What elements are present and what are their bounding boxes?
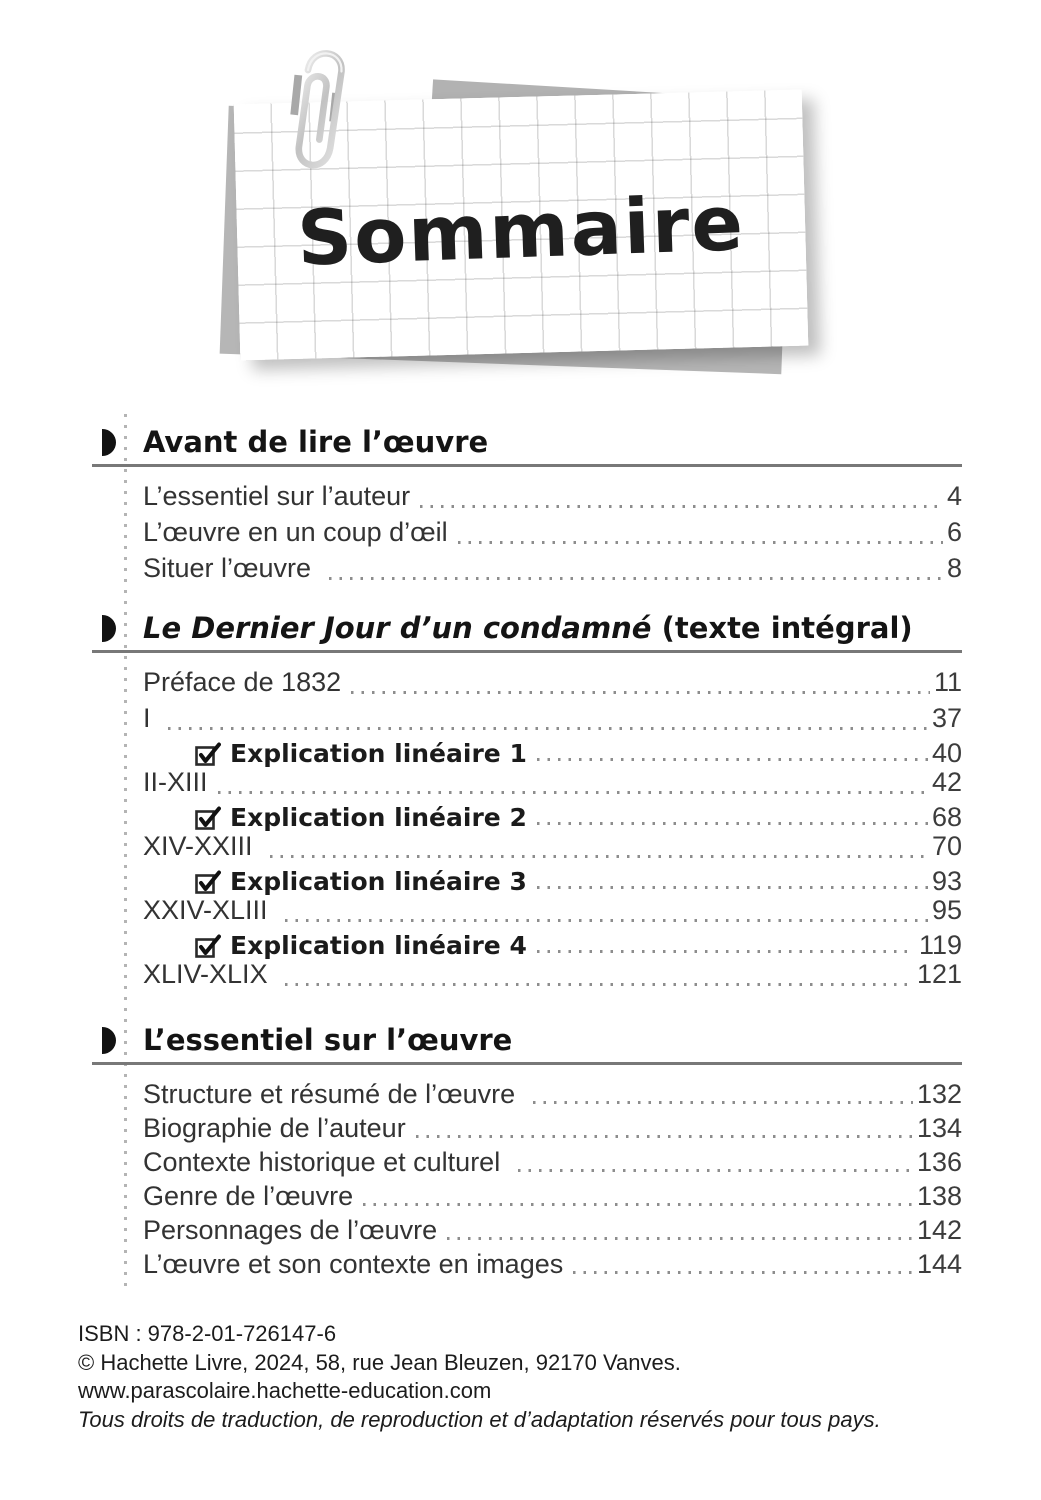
checked-checkbox-icon [195,806,221,832]
toc-row [143,831,962,867]
toc-row [143,553,962,589]
toc-row [143,1249,962,1283]
toc-entry-label: Structure et résumé de l’œuvre [143,1079,523,1109]
toc-row [143,1113,962,1147]
toc-entry-label: XXIV-XLIII [143,895,276,925]
dot-leader [573,1271,913,1274]
dot-leader [351,691,930,694]
toc-page-number: 136 [916,1147,962,1177]
toc-entry-label: Biographie de l’auteur [143,1113,406,1143]
dot-leader [537,822,928,825]
toc-page-number: 119 [918,929,962,960]
toc-row [143,959,962,995]
toc-page-number: 142 [916,1215,962,1245]
toc-entry-label: I [143,703,159,733]
dot-leader [537,758,928,761]
header-note [0,0,1041,400]
heading-italic-part: Le Dernier Jour d’un condamné [143,611,652,645]
dot-leader [168,727,928,730]
dot-leader [363,1203,913,1206]
toc-row [195,931,962,959]
toc-entry-label: Genre de l’œuvre [143,1181,354,1211]
heading-plain-part: (texte intégral) [651,611,913,645]
toc-entry-label: Explication linéaire 1 [230,738,527,768]
dot-leader [329,577,943,580]
dot-leader [533,1101,913,1104]
toc-row [143,1079,962,1113]
dot-leader [420,505,943,508]
toc-page-number: 93 [931,865,962,896]
half-disc-bullet-icon [102,429,116,456]
toc-row [143,703,962,739]
toc-page-number: 134 [916,1113,962,1143]
checked-checkbox-icon [195,870,221,896]
half-disc-bullet-icon [102,615,116,642]
toc-entry-label: II-XIII [143,767,208,797]
section-heading [92,608,962,648]
toc-page-number: 4 [946,481,962,511]
toc-page-number: 8 [946,553,962,583]
dot-leader [416,1135,913,1138]
section-heading [92,1020,962,1060]
copyright-line: © Hachette Livre, 2024, 58, rue Jean Bleuzen, 92170 Vanves. [78,1349,681,1375]
dot-leader [447,1237,913,1240]
toc-entry-label: XLIV-XLIX [143,959,276,989]
dot-leader [285,919,928,922]
toc-page-number: 68 [931,801,962,832]
toc-entry-label: Situer l’œuvre [143,553,319,583]
dot-leader [270,855,928,858]
toc-page-number: 95 [931,895,962,925]
toc-entry-label: Explication linéaire 2 [230,802,527,832]
toc-page-number: 42 [931,767,962,797]
section-rule [92,1062,962,1065]
heading-plain-part: Avant de lire l’œuvre [143,425,489,459]
toc-entry-label: Contexte historique et culturel [143,1147,508,1177]
heading-plain-part: L’essentiel sur l’œuvre [143,1023,513,1057]
toc-row [143,767,962,803]
toc-entry-label: XIV-XXIII [143,831,261,861]
section-rule [92,464,962,467]
rights-line: Tous droits de traduction, de reproduction et d’adaptation réservés pour tous pays. [78,1406,881,1432]
toc-page-number: 40 [931,737,962,768]
dot-leader [537,950,915,953]
toc-row [143,667,962,703]
toc-row [143,1181,962,1215]
toc-page-number: 37 [931,703,962,733]
toc-section [92,422,962,589]
checked-checkbox-icon [195,934,221,960]
toc-entry-label: Explication linéaire 4 [230,930,527,960]
imprint-block [78,1320,978,1434]
toc-entry-label: L’œuvre et son contexte en images [143,1249,564,1279]
toc-row [195,867,962,895]
toc-row [143,1147,962,1181]
toc-row [195,803,962,831]
toc-row [143,481,962,517]
toc-section [92,608,962,995]
section-rule [92,650,962,653]
website-line: www.parascolaire.hachette-education.com [78,1378,492,1403]
dot-leader [458,541,943,544]
toc-entry-label: L’œuvre en un coup d’œil [143,517,448,547]
dot-leader [218,791,928,794]
toc-page-number: 144 [916,1249,962,1279]
toc-page-number: 121 [916,959,962,989]
toc-section [92,1020,962,1283]
toc-entry-label: Préface de 1832 [143,667,342,697]
dot-leader [285,983,913,986]
toc-page-number: 11 [933,667,962,697]
dot-leader [537,886,928,889]
half-disc-bullet-icon [102,1027,116,1054]
toc-row [143,895,962,931]
toc-row [143,1215,962,1249]
toc-entry-label: L’essentiel sur l’auteur [143,481,411,511]
toc-entry-label: Explication linéaire 3 [230,866,527,896]
dot-leader [518,1169,913,1172]
toc-row [143,517,962,553]
toc-entry-label: Personnages de l’œuvre [143,1215,438,1245]
toc-page-number: 132 [916,1079,962,1109]
toc-page-number: 70 [931,831,962,861]
checked-checkbox-icon [195,742,221,768]
section-heading [92,422,962,462]
toc-page-number: 6 [946,517,962,547]
toc-row [195,739,962,767]
isbn-line: ISBN : 978-2-01-726147-6 [78,1321,337,1346]
page-title: Sommaire [295,177,747,283]
toc-page-number: 138 [916,1181,962,1211]
